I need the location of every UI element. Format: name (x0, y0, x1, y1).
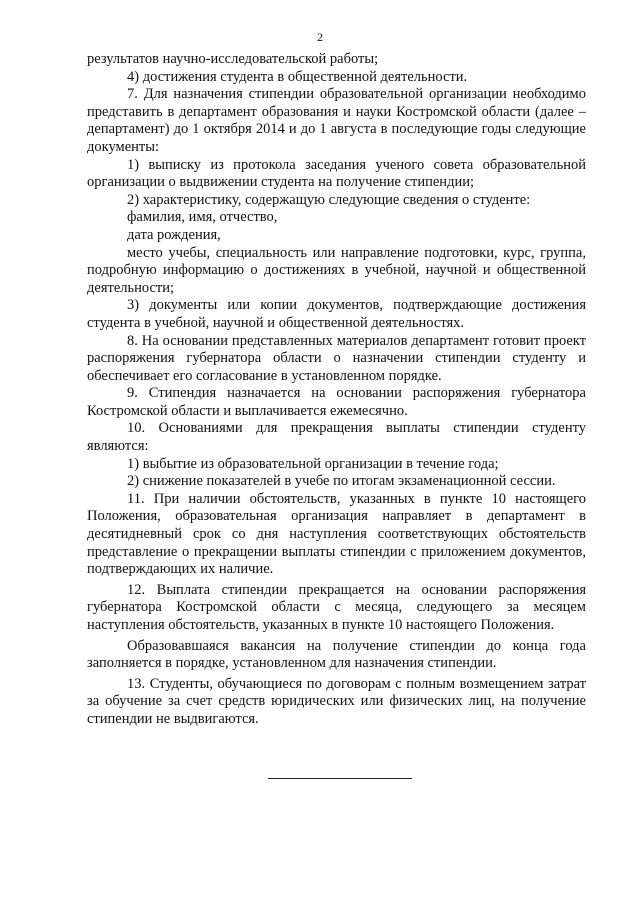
paragraph: 8. На основании представленных материалов департамент готовит проект распоряжения губернатора области о назначении стипендии студенту и обеспечивает его согласование в установленном порядке. (87, 332, 586, 384)
paragraph: результатов научно-исследовательской работы; (87, 51, 379, 67)
document-body (87, 51, 586, 729)
end-divider (268, 778, 412, 779)
paragraph: 12. Выплата стипендии прекращается на основании распоряжения губернатора Костромской области с месяца, следующего за месяцем наступления обстоятельств, указанных в пункте 10 настоящего Положения. (87, 581, 586, 633)
paragraph: 1) выписку из протокола заседания ученого совета образовательной организации о выдвижении студента на получение стипендии; (87, 156, 586, 191)
page-number: 2 (317, 30, 323, 44)
paragraph: Образовавшаяся вакансия на получение стипендии до конца года заполняется в порядке, установленном для назначения стипендии. (87, 637, 586, 672)
paragraph: 7. Для назначения стипендии образовательной организации необходимо представить в департамент образования и науки Костромской области (далее – департамент) до 1 октября 2014 и до 1 августа в последующие годы следующие документы: (87, 86, 586, 155)
paragraph: 10. Основаниями для прекращения выплаты стипендии студенту являются: (87, 420, 586, 455)
paragraph: 2) характеристику, содержащую следующие сведения о студенте: (127, 191, 531, 208)
paragraph: место учебы, специальность или направление подготовки, курс, группа, подробную информацию о достижениях в учебной, научной и общественной деятельности; (87, 244, 586, 296)
paragraph: 13. Студенты, обучающиеся по договорам с полным возмещением затрат за обучение за счет средств юридических или физических лиц, на получение стипендии не выдвигаются. (87, 675, 586, 727)
paragraph: 9. Стипендия назначается на основании распоряжения губернатора Костромской области и выплачивается ежемесячно. (87, 385, 586, 419)
paragraph: 11. При наличии обстоятельств, указанных в пункте 10 настоящего Положения, образовательная организация направляет в департамент в десятидневный срок со дня наступления соответствующих обстоятельств представление о прекращении выплаты стипендии с приложением документов, подтверждающих их наличие. (87, 490, 586, 578)
paragraph: фамилия, имя, отчество, (127, 209, 278, 226)
paragraph: 4) достижения студента в общественной деятельности. (127, 68, 468, 85)
paragraph: 3) документы или копии документов, подтверждающие достижения студента в учебной, научной и общественной деятельностях. (87, 297, 586, 331)
paragraph: 2) снижение показателей в учебе по итогам экзаменационной сессии. (127, 473, 556, 490)
paragraph: дата рождения, (127, 226, 221, 243)
paragraph: 1) выбытие из образовательной организации в течение года; (127, 455, 499, 472)
